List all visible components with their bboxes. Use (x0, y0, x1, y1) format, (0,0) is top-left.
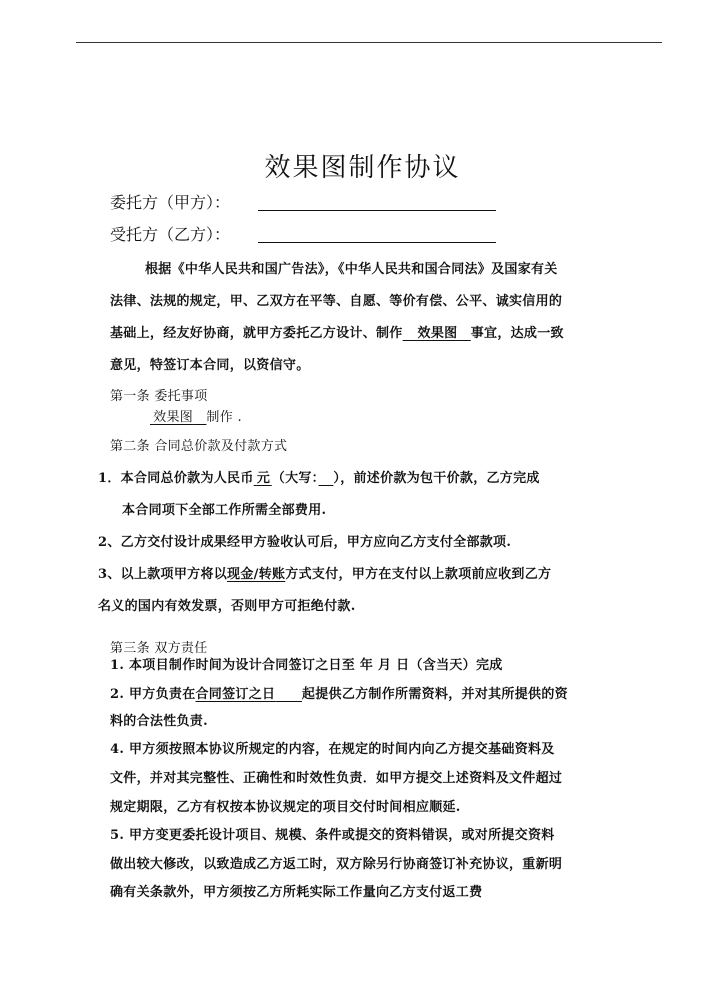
article-2-heading: 第二条 合同总价款及付款方式 (110, 439, 288, 454)
article-1-item-post: 制作 . (206, 410, 242, 425)
article-3-item-2 (110, 686, 568, 704)
article-3-heading: 第三条 双方责任 (110, 641, 208, 656)
article-3-item-5-line-3: 确有关条款外，甲方须按乙方所耗实际工作量向乙方支付返工费 (110, 885, 483, 900)
article-2-para-2: 2、乙方交付设计成果经甲方验收认可后，甲方应向乙方支付全部款项. (98, 535, 512, 550)
document-title: 效果图制作协议 (264, 153, 461, 183)
intro-deliverable-text: 效果图 (417, 326, 458, 341)
party-a-line (110, 192, 230, 214)
article-3-item-4-line-3: 规定期限，乙方有权按本协议规定的项目交付时间相应顺延. (110, 800, 461, 815)
article-1-heading: 第一条 委托事项 (110, 389, 208, 404)
intro-deliverable (403, 326, 471, 341)
article-1-deliverable-text: 效果图 (153, 410, 194, 425)
article-2-para-3-post: 方式支付，甲方在支付以上款项前应收到乙方 (285, 567, 552, 582)
article-3-item-1: 1. 本项目制作时间为设计合同签订之日至 年 月 日（含当天）完成 (110, 658, 503, 673)
party-a-label: 委托方（甲方）： (110, 193, 231, 212)
intro-line-3-pre: 基础上，经友好协商，就甲方委托乙方设计、制作 (110, 326, 403, 341)
article-3-item-2-post: 起提供乙方制作所需资料，并对其所提供的资 (301, 687, 568, 702)
intro-line-4: 意见，特签订本合同，以资信守。 (110, 358, 310, 373)
article-1-item (150, 409, 242, 427)
header-rule (76, 42, 662, 43)
article-3-item-5-line-1: 5. 甲方变更委托设计项目、规模、条件或提交的资料错误，或对所提交资料 (110, 828, 555, 843)
party-a-blank (258, 210, 496, 211)
intro-line-1: 根据《中华人民共和国广告法》，《中华人民共和国合同法》及国家有关 (145, 262, 558, 277)
total-amount-blank (254, 471, 272, 486)
article-3-item-4-line-1: 4. 甲方须按照本协议所规定的内容，在规定的时间内向乙方提交基础资料及 (110, 742, 555, 757)
party-b-blank (258, 242, 496, 243)
article-2-para-1 (98, 470, 540, 488)
payment-method: 现金/转账 (227, 567, 286, 582)
article-2-para-1-pre: 1．本合同总价款为人民币 (98, 471, 254, 486)
party-b-line (110, 224, 230, 246)
article-2-para-1-mid: （大写： (271, 471, 319, 486)
intro-line-3-post: 事宜，达成一致 (470, 326, 564, 341)
article-3-item-2-pre: 2. 甲方负责在 (110, 687, 196, 702)
article-3-item-4-line-2: 文件，并对其完整性、正确性和时效性负责．如甲方提交上述资料及文件超过 (110, 771, 563, 786)
article-2-para-3-line-2: 名义的国内有效发票，否则甲方可拒绝付款. (98, 599, 356, 614)
article-2-para-1-post: ），前述价款为包干价款，乙方完成 (333, 471, 540, 486)
article-3-item-2-line-2: 料的合法性负责. (110, 714, 208, 729)
article-2-para-1-line-2: 本合同项下全部工作所需全部费用. (122, 503, 327, 518)
intro-line-3 (110, 325, 564, 343)
amount-in-words-blank (318, 471, 333, 486)
intro-line-2: 法律、法规的规定，甲、乙双方在平等、自愿、等价有偿、公平、诚实信用的 (110, 294, 563, 309)
article-1-deliverable (150, 410, 206, 425)
article-2-para-3 (98, 566, 551, 584)
total-amount-unit: 元 (256, 471, 271, 486)
party-b-label: 受托方（乙方）： (110, 225, 231, 244)
materials-start-date-text: 合同签订之日 (195, 687, 276, 702)
article-3-item-5-line-2: 做出较大修改，以致造成乙方返工时，双方除另行协商签订补充协议，重新明 (110, 857, 563, 872)
materials-start-date (196, 687, 302, 702)
article-2-para-3-pre: 3、以上款项甲方将以 (98, 567, 228, 582)
